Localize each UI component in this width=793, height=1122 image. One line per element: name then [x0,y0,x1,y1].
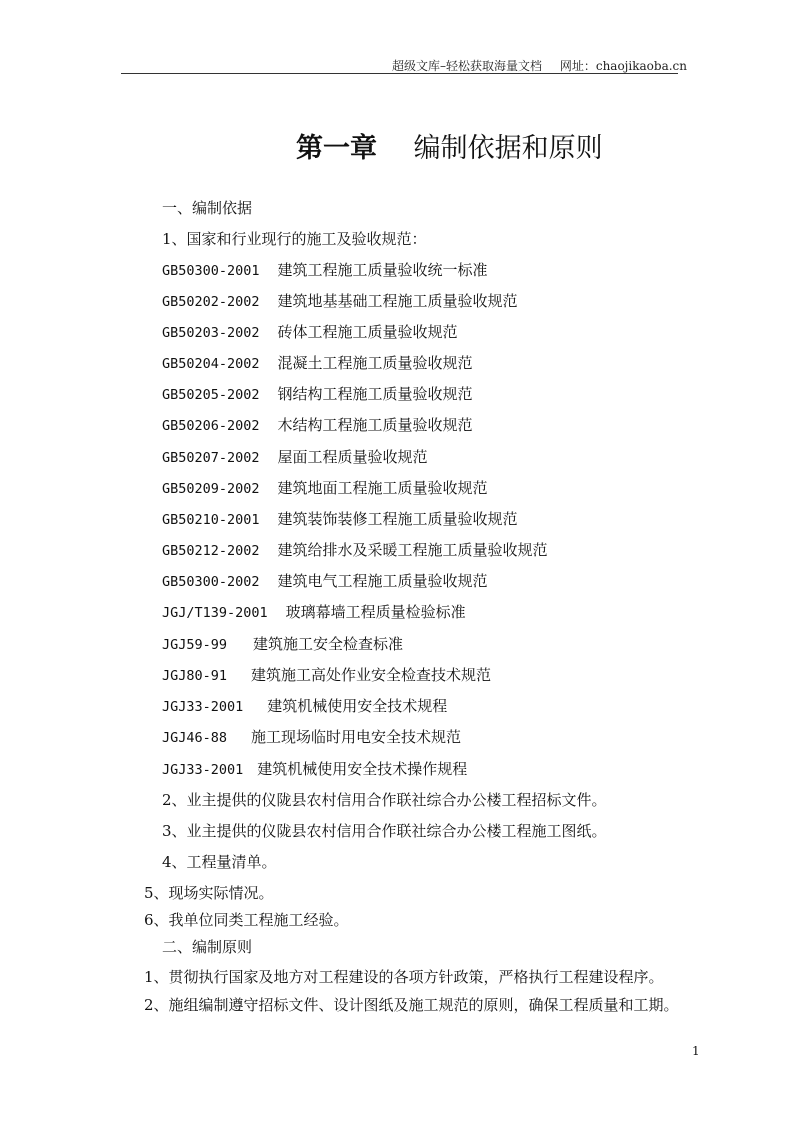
standard-name: 建筑地面工程施工质量验收规范 [277,479,488,497]
standard-code: GB50300-2002 [162,574,260,590]
basis-item-3: 3、业主提供的仪陇县农村信用合作联社综合办公楼工程施工图纸。 [162,822,607,840]
standard-row [162,384,473,405]
standard-row [162,353,473,374]
standard-code: GB50210-2001 [162,512,260,528]
page-number: 1 [692,1044,700,1058]
principle-item-2: 2、施组编制遵守招标文件、设计图纸及施工规范的原则，确保工程质量和工期。 [144,996,679,1014]
standard-name: 建筑工程施工质量验收统一标准 [277,261,488,279]
basis-item-4: 4、工程量清单。 [162,853,277,871]
standard-code: JGJ/T139-2001 [162,605,268,621]
standard-code: GB50207-2002 [162,450,260,466]
standard-code: GB50205-2002 [162,387,260,403]
standard-code: JGJ80-91 [162,668,228,684]
standard-name: 钢结构工程施工质量验收规范 [277,385,473,403]
standard-name: 建筑施工高处作业安全检查技术规范 [251,666,492,684]
standard-row [162,602,466,623]
standard-row [162,540,548,561]
standard-row [162,759,467,780]
standard-name: 建筑装饰装修工程施工质量验收规范 [277,510,518,528]
standard-row [162,291,518,312]
header-rule [121,73,678,74]
standard-code: GB50212-2002 [162,543,260,559]
principle-item-1: 1、贯彻执行国家及地方对工程建设的各项方针政策，严格执行工程建设程序。 [144,968,664,986]
standard-code: GB50203-2002 [162,325,260,341]
standard-row [162,571,488,592]
standard-name: 建筑给排水及采暖工程施工质量验收规范 [277,541,548,559]
basis-item-1: 1、国家和行业现行的施工及验收规范： [162,230,427,248]
standard-code: JGJ59-99 [162,637,228,653]
standard-name: 施工现场临时用电安全技术规范 [251,728,462,746]
standard-code: GB50204-2002 [162,356,260,372]
standard-row [162,634,403,655]
standard-name: 建筑电气工程施工质量验收规范 [277,572,488,590]
standard-name: 建筑施工安全检查标准 [253,635,404,653]
standard-row [162,447,428,468]
header-url[interactable]: 网址：chaojikaoba.cn [559,59,687,73]
standard-code: JGJ33-2001 [162,762,244,778]
section-heading-principles: 二、编制原则 [162,938,253,956]
standard-name: 建筑机械使用安全技术操作规程 [257,760,468,778]
standard-row [162,415,473,436]
header-site-name: 超级文库–轻松获取海量文档 [392,59,543,73]
standard-code: GB50202-2002 [162,294,260,310]
chapter-subtitle: 编制依据和原则 [413,133,603,164]
standard-row [162,322,458,343]
standard-code: JGJ33-2001 [162,699,244,715]
standard-row [162,509,518,530]
basis-item-6: 6、我单位同类工程施工经验。 [144,911,349,929]
standard-row [162,696,447,717]
page-header [392,57,687,74]
standard-name: 木结构工程施工质量验收规范 [277,416,473,434]
standard-code: GB50300-2001 [162,263,260,279]
standard-row [162,260,488,281]
standard-row [162,478,488,499]
standard-name: 混凝土工程施工质量验收规范 [277,354,473,372]
standard-code: JGJ46-88 [162,730,228,746]
standard-code: GB50206-2002 [162,418,260,434]
standard-row [162,665,491,686]
standard-code: GB50209-2002 [162,481,260,497]
standard-row [162,727,461,748]
standard-name: 屋面工程质量验收规范 [277,448,428,466]
chapter-title [296,126,603,165]
standard-name: 建筑机械使用安全技术规程 [267,697,448,715]
standard-name: 砖体工程施工质量验收规范 [277,323,458,341]
section-heading-basis: 一、编制依据 [162,199,253,217]
standard-name: 建筑地基基础工程施工质量验收规范 [277,292,518,310]
chapter-number: 第一章 [296,133,377,164]
basis-item-5: 5、现场实际情况。 [144,884,274,902]
basis-item-2: 2、业主提供的仪陇县农村信用合作联社综合办公楼工程招标文件。 [162,791,607,809]
standard-name: 玻璃幕墙工程质量检验标准 [285,603,466,621]
